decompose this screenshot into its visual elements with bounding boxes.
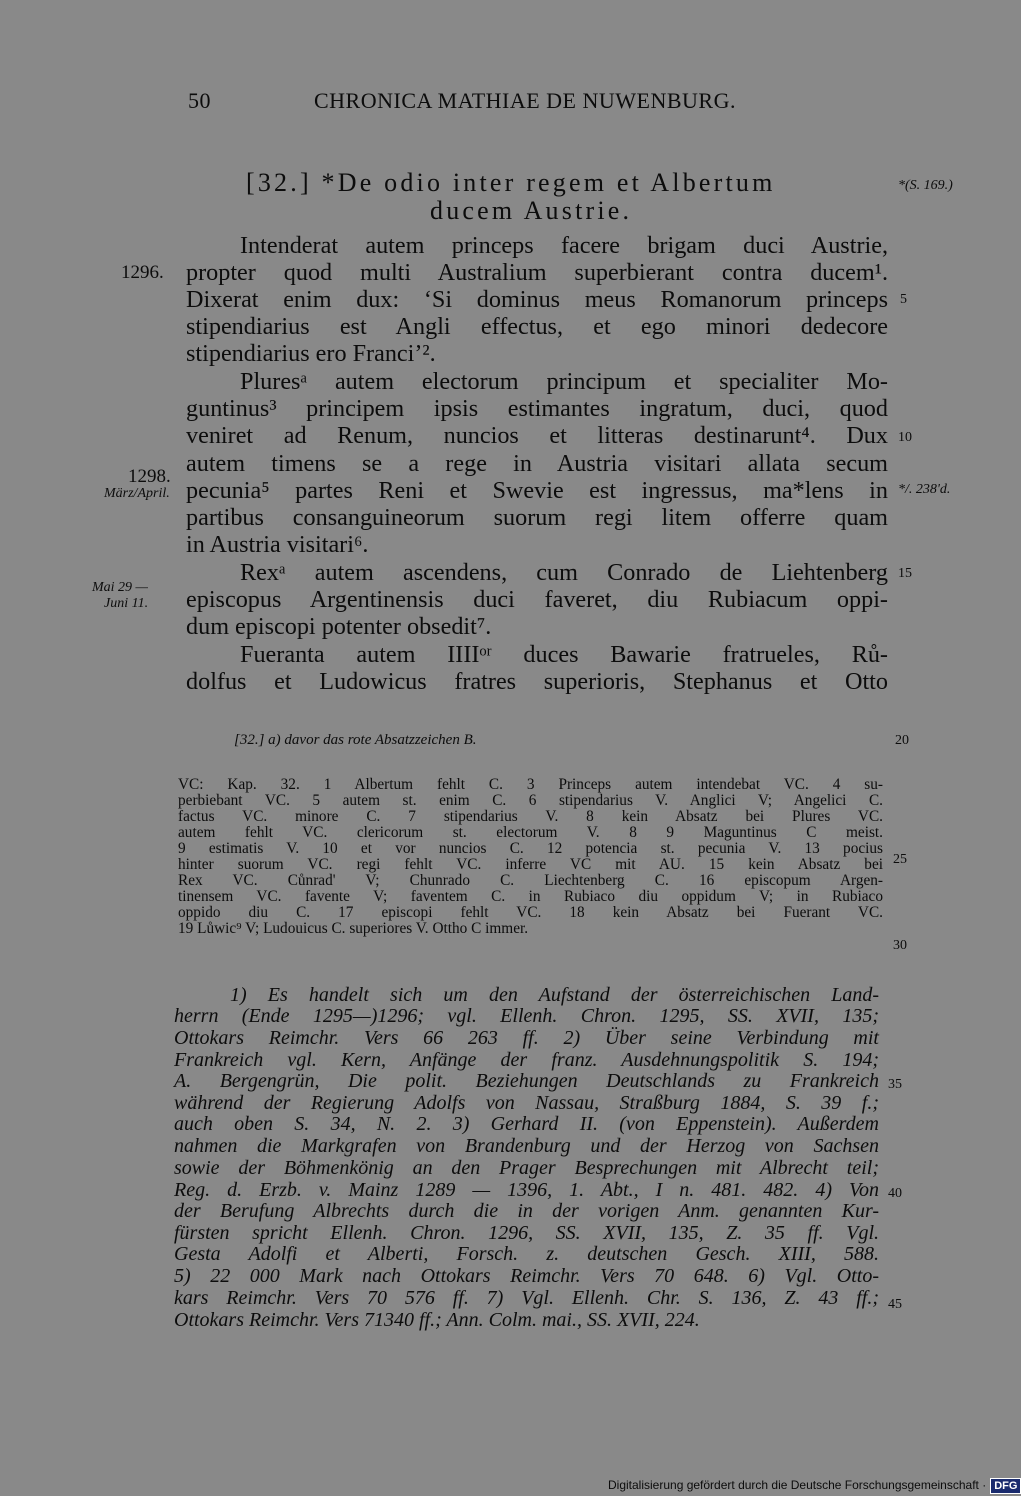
dfg-logo: DFG <box>990 1478 1021 1494</box>
chapter-title-line1: [32.] *De odio inter regem et Albertum <box>246 168 776 197</box>
note-line: herrn (Ende 1295—)1296; vgl. Ellenh. Chron. 1295, SS. XVII, 135; <box>174 1005 879 1027</box>
margin-date: Juni 11. <box>104 596 149 611</box>
body-line: dum episcopi potenter obsedit⁷. <box>186 613 492 640</box>
line-number: 35 <box>888 1077 902 1092</box>
folio-reference: *(S. 169.) <box>898 178 953 193</box>
variant-footnote: [32.] a) davor das rote Absatzzeichen B. <box>234 732 477 748</box>
note-line: Reg. d. Erzb. v. Mainz 1289 — 1396, 1. Abt., I n. 481. 482. 4) Von <box>174 1179 879 1201</box>
body-line: propter quod multi Australium superbierant contra ducem¹. <box>186 259 888 286</box>
body-line: veniret ad Renum, nuncios et litteras destinarunt⁴. Dux <box>186 422 888 449</box>
note-line: nahmen die Markgrafen von Brandenburg und der Herzog von Sachsen <box>174 1135 879 1157</box>
body-line: Dixerat enim dux: ‘Si dominus meus Romanorum princeps <box>186 286 888 313</box>
note-line: 5) 22 000 Mark nach Ottokars Reimchr. Vers 70 648. 6) Vgl. Otto- <box>174 1265 879 1287</box>
line-number: 25 <box>893 852 907 867</box>
note-line: Ottokars Reimchr. Vers 66 263 ff. 2) Über seine Verbindung mit <box>174 1027 879 1049</box>
line-number: 15 <box>898 566 912 581</box>
note-line: A. Bergengrün, Die polit. Beziehungen Deutschlands zu Frankreich <box>174 1070 879 1092</box>
margin-date: März/April. <box>104 486 170 501</box>
line-number: 5 <box>900 292 907 307</box>
apparatus-line: hinter suorum VC. regi fehlt VC. inferre VC mit AU. 15 kein Absatz bei <box>178 856 883 873</box>
line-number: 40 <box>888 1186 902 1201</box>
margin-year: 1298. <box>128 466 171 487</box>
body-line: Pluresᵃ autem electorum principum et specialiter Mo- <box>240 368 888 395</box>
margin-year: 1296. <box>121 262 164 283</box>
note-line: kars Reimchr. Vers 70 576 ff. 7) Vgl. Ellenh. Chr. S. 136, Z. 43 ff.; <box>174 1287 879 1309</box>
page-number: 50 <box>188 88 211 113</box>
chapter-title-line2: ducem Austrie. <box>430 196 633 225</box>
body-line: pecunia⁵ partes Reni et Swevie est ingressus, ma*lens in <box>186 477 888 504</box>
apparatus-line: Rex VC. Cůnrad' V; Chunrado C. Liechtenberg C. 16 episcopum Argen- <box>178 872 883 889</box>
apparatus-line: tinensem VC. favente V; faventem C. in Rubiaco diu oppidum V; in Rubiaco <box>178 888 883 905</box>
credit-text: Digitalisierung gefördert durch die Deutsche Forschungsgemeinschaft · <box>608 1478 987 1492</box>
apparatus-line: VC: Kap. 32. 1 Albertum fehlt C. 3 Princeps autem intendebat VC. 4 su- <box>178 776 883 793</box>
body-line: stipendiarius est Angli effectus, et ego minori dedecore <box>186 313 888 340</box>
note-line: Frankreich vgl. Kern, Anfänge der franz. Ausdehnungspolitik S. 194; <box>174 1049 879 1071</box>
note-line: Gesta Adolfi et Alberti, Forsch. z. deutschen Gesch. XIII, 588. <box>174 1243 879 1265</box>
apparatus-line: autem fehlt VC. clericorum st. electorum V. 8 9 Maguntinus C meist. <box>178 824 883 841</box>
note-line: Ottokars Reimchr. Vers 71340 ff.; Ann. Colm. mai., SS. XVII, 224. <box>174 1309 700 1331</box>
margin-date: Mai 29 — <box>92 580 148 595</box>
body-line: episcopus Argentinensis duci faveret, diu Rubiacum oppi- <box>186 586 888 613</box>
note-line: fürsten spricht Ellenh. Chron. 1296, SS. XVII, 135, Z. 35 ff. Vgl. <box>174 1222 879 1244</box>
body-line: autem timens se a rege in Austria visitari allata secum <box>186 450 888 477</box>
note-line: 1) Es handelt sich um den Aufstand der österreichischen Land- <box>230 984 879 1006</box>
folio-reference: */. 238'd. <box>898 482 951 497</box>
line-number: 10 <box>898 430 912 445</box>
apparatus-line: 9 estimatis V. 10 et vor nuncios C. 12 potencia st. pecunia V. 13 pocius <box>178 840 883 857</box>
apparatus-line: factus VC. minore C. 7 stipendarius V. 8 kein Absatz bei Plures VC. <box>178 808 883 825</box>
body-line: stipendiarius ero Franci’². <box>186 340 436 367</box>
line-number: 30 <box>893 938 907 953</box>
note-line: sowie der Böhmenkönig an den Prager Besprechungen mit Albrecht teil; <box>174 1157 879 1179</box>
apparatus-line: 19 Lůwic⁹ V; Ludouicus C. superiores V. Ottho C immer. <box>178 920 529 937</box>
body-line: Rexᵃ autem ascendens, cum Conrado de Liehtenberg <box>240 559 888 586</box>
body-line: Fueranta autem IIIIᵒʳ duces Bawarie fratrueles, Rů- <box>240 641 888 668</box>
digitization-credit <box>608 1478 1021 1494</box>
body-line: in Austria visitari⁶. <box>186 531 369 558</box>
note-line: der Berufung Albrechts durch die in der vorigen Anm. genannten Kur- <box>174 1200 879 1222</box>
apparatus-line: oppido diu C. 17 episcopi fehlt VC. 18 kein Absatz bei Fuerant VC. <box>178 904 883 921</box>
body-line: partibus consanguineorum suorum regi litem offerre quam <box>186 504 888 531</box>
line-number: 20 <box>895 733 909 748</box>
note-line: während der Regierung Adolfs von Nassau, Straßburg 1884, S. 39 f.; <box>174 1092 879 1114</box>
body-line: Intenderat autem princeps facere brigam duci Austrie, <box>240 232 888 259</box>
line-number: 45 <box>888 1297 902 1312</box>
apparatus-line: perbiebant VC. 5 autem st. enim C. 6 stipendarius V. Anglici V; Angelici C. <box>178 792 883 809</box>
running-title: CHRONICA MATHIAE DE NUWENBURG. <box>314 88 736 113</box>
body-line: dolfus et Ludowicus fratres superioris, Stephanus et Otto <box>186 668 888 695</box>
body-line: guntinus³ principem ipsis estimantes ingratum, duci, quod <box>186 395 888 422</box>
note-line: auch oben S. 34, N. 2. 3) Gerhard II. (von Eppenstein). Außerdem <box>174 1113 879 1135</box>
